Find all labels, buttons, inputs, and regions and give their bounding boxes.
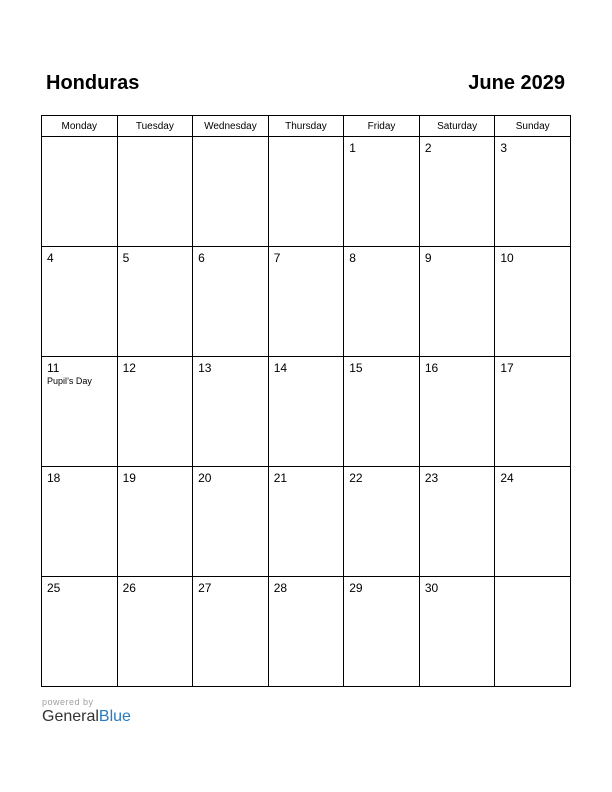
day-number: 12 (122, 361, 136, 375)
brand-blue-text: Blue (98, 708, 131, 725)
day-cell (117, 357, 193, 467)
weekday-header: Friday (344, 116, 420, 137)
day-cell (117, 577, 193, 687)
day-number (193, 137, 268, 141)
day-cell (42, 577, 118, 687)
week-row (42, 247, 571, 357)
day-number: 15 (349, 361, 363, 375)
weekday-header: Thursday (268, 116, 344, 137)
day-cell (419, 357, 495, 467)
day-number: 11 (47, 361, 60, 375)
day-number: 29 (349, 581, 363, 595)
day-number (495, 577, 570, 581)
day-cell (495, 577, 571, 687)
day-number: 17 (500, 361, 514, 375)
holiday-label: Pupil’s Day (47, 376, 92, 386)
day-number: 24 (500, 471, 514, 485)
day-cell (419, 577, 495, 687)
day-number: 4 (47, 251, 54, 265)
day-number: 3 (500, 141, 508, 155)
day-cell (495, 467, 571, 577)
footer-brand (42, 697, 131, 726)
week-row (42, 467, 571, 577)
day-cell (344, 247, 420, 357)
day-number: 22 (349, 471, 363, 485)
day-number: 10 (500, 251, 514, 265)
day-number: 8 (349, 251, 356, 265)
day-cell (344, 357, 420, 467)
day-cell (419, 467, 495, 577)
day-cell (419, 247, 495, 357)
day-cell (344, 577, 420, 687)
day-cell (193, 467, 269, 577)
weekday-header-row (42, 116, 571, 137)
week-row (42, 137, 571, 247)
brand-general-text: General (42, 708, 99, 725)
day-number: 27 (198, 581, 212, 595)
week-row (42, 577, 571, 687)
day-number (269, 137, 344, 141)
day-cell (344, 467, 420, 577)
day-cell (42, 247, 118, 357)
weekday-header: Tuesday (117, 116, 193, 137)
day-cell (495, 357, 571, 467)
day-cell (344, 137, 420, 247)
day-cell (495, 247, 571, 357)
day-cell (268, 467, 344, 577)
day-number: 9 (424, 251, 432, 265)
weekday-header: Saturday (419, 116, 495, 137)
day-number: 26 (122, 581, 136, 595)
day-number: 18 (47, 471, 61, 485)
day-number (118, 137, 193, 141)
calendar-grid (41, 115, 571, 687)
day-cell (268, 247, 344, 357)
day-cell (117, 247, 193, 357)
day-number: 1 (349, 141, 356, 155)
day-number: 19 (122, 471, 136, 485)
weekday-header: Wednesday (193, 116, 269, 137)
day-cell (268, 357, 344, 467)
weekday-header: Monday (42, 116, 118, 137)
day-number: 21 (273, 471, 288, 485)
day-number: 6 (198, 251, 205, 265)
day-number: 14 (273, 361, 288, 375)
day-number: 5 (122, 251, 130, 265)
day-cell (193, 247, 269, 357)
powered-by-text: powered by (42, 697, 94, 707)
day-cell (268, 577, 344, 687)
day-cell (268, 137, 344, 247)
day-number: 25 (47, 581, 61, 595)
day-cell (193, 137, 269, 247)
day-number: 20 (198, 471, 212, 485)
day-number: 30 (424, 581, 439, 595)
day-number (42, 137, 117, 141)
calendar-title-month: June 2029 (468, 72, 565, 94)
day-cell (42, 467, 118, 577)
day-number: 23 (424, 471, 439, 485)
day-cell (495, 137, 571, 247)
day-cell (117, 137, 193, 247)
weekday-header: Sunday (495, 116, 571, 137)
day-cell (193, 357, 269, 467)
day-number: 7 (273, 251, 281, 265)
day-cell (42, 137, 118, 247)
day-cell (42, 357, 118, 467)
day-number: 16 (424, 361, 439, 375)
calendar-title-country: Honduras (46, 72, 140, 94)
day-number: 28 (273, 581, 288, 595)
day-number: 2 (424, 141, 432, 155)
day-cell (117, 467, 193, 577)
day-cell (193, 577, 269, 687)
week-row (42, 357, 571, 467)
brand-logo[interactable] (42, 708, 131, 726)
day-cell (419, 137, 495, 247)
day-number: 13 (198, 361, 212, 375)
